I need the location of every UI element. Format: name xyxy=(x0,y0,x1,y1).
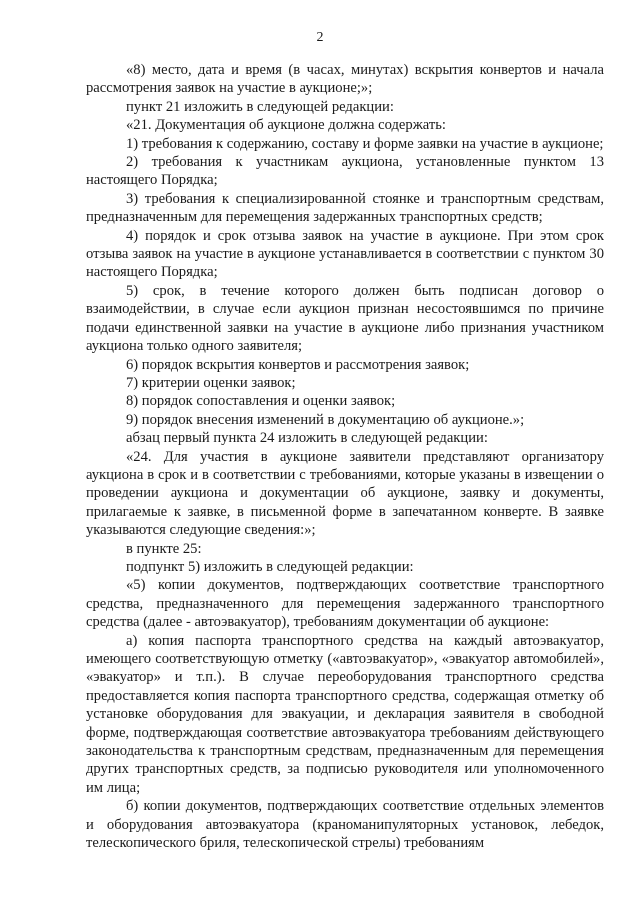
paragraph: 5) срок, в течение которого должен быть подписан договор о взаимодействии, в случае если аукцион признан несостоявшимся по причине подачи единственной заявки на участие в аукционе либо признания участником аукциона только одного заявителя; xyxy=(86,282,604,355)
document-body xyxy=(86,61,604,852)
paragraph: б) копии документов, подтверждающих соответствие отдельных элементов и оборудования автоэвакуатора (краноманипуляторных установок, лебедок, телескопического бриля, телескопической стрелы) требованиям xyxy=(86,798,604,852)
paragraph: 7) критерии оценки заявок; xyxy=(126,374,296,391)
paragraph: 4) порядок и срок отзыва заявок на участие в аукционе. При этом срок отзыва заявок на участие в аукционе устанавливается в соответствии с пунктом 30 настоящего Порядка; xyxy=(86,227,604,281)
paragraph: «5) копии документов, подтверждающих соответствие транспортного средства, предназначенного для перемещения задержанного транспортного средства (далее - автоэвакуатор), требованиям документации об аукционе: xyxy=(86,577,604,631)
paragraph: подпункт 5) изложить в следующей редакции: xyxy=(126,558,414,575)
paragraph: 3) требования к специализированной стоянке и транспортным средствам, предназначенным для перемещения задержанных транспортных средств; xyxy=(86,190,604,226)
page-number: 2 xyxy=(316,30,324,45)
paragraph: 2) требования к участникам аукциона, установленные пунктом 13 настоящего Порядка; xyxy=(86,154,604,189)
paragraph: а) копия паспорта транспортного средства на каждый автоэвакуатор, имеющего соответствующую отметку («автоэвакуатор», «эвакуатор автомобилей», «эвакуатор» и т.п.). В случае переоборудования транспортного средства предоставляется копия паспорта транспортного средства, содержащая отметку об установке оборудования для эвакуации, и декларация заявителя в свободной форме, подтверждающая соответствие автоэвакуатора требованиям действующего законодательства к транспортным средствам, предназначенным для перемещения других транспортных средств, за подписью руководителя или уполномоченного им лица; xyxy=(86,632,604,796)
paragraph: пункт 21 изложить в следующей редакции: xyxy=(126,98,394,115)
paragraph: «24. Для участия в аукционе заявители представляют организатору аукциона в срок и в соответствии с требованиями, которые указаны в извещении о проведении аукциона и документации об аукционе, заявку и документы, прилагаемые к заявке, в письменной форме в запечатанном конверте. В заявке указываются следующие сведения:»; xyxy=(86,448,604,539)
paragraph: 8) порядок сопоставления и оценки заявок; xyxy=(126,393,396,410)
paragraph: 9) порядок внесения изменений в документацию об аукционе.»; xyxy=(126,411,525,428)
paragraph: абзац первый пункта 24 изложить в следующей редакции: xyxy=(126,430,488,447)
paragraph: «21. Документация об аукционе должна содержать: xyxy=(126,117,446,134)
paragraph: в пункте 25: xyxy=(126,540,202,557)
paragraph: 6) порядок вскрытия конвертов и рассмотрения заявок; xyxy=(126,356,470,373)
paragraph: «8) место, дата и время (в часах, минутах) вскрытия конвертов и начала рассмотрения заявок на участие в аукционе;»; xyxy=(86,62,604,97)
paragraph: 1) требования к содержанию, составу и форме заявки на участие в аукционе; xyxy=(126,135,604,152)
